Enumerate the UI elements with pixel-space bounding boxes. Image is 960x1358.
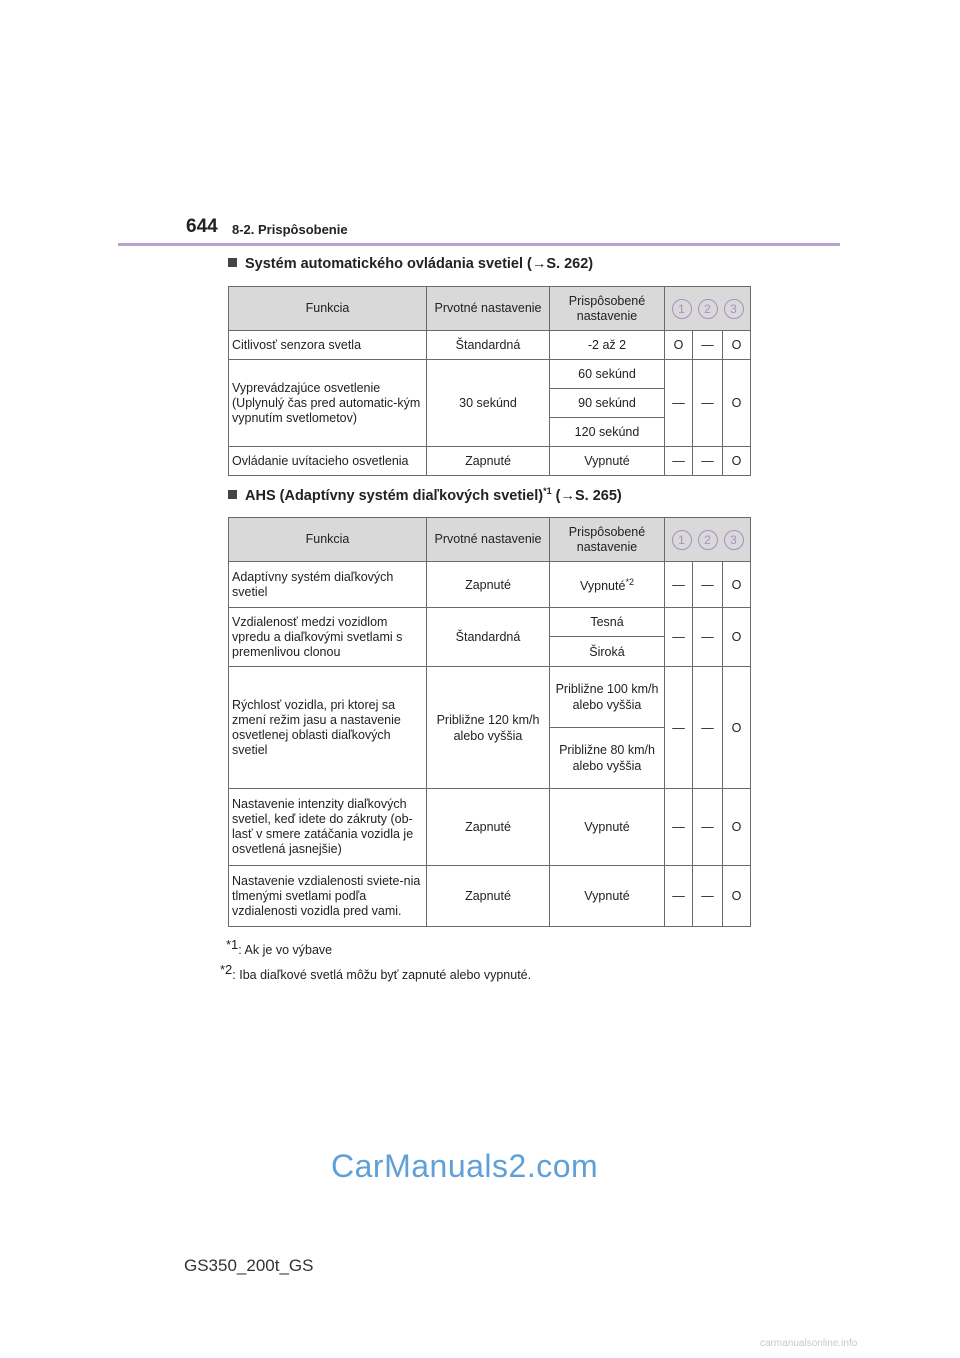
cell-default: Štandardná (427, 331, 550, 360)
cell-custom: Tesná (550, 608, 665, 637)
table-row (229, 789, 751, 866)
footer-model: GS350_200t_GS (184, 1256, 314, 1275)
cell-col1: — (665, 608, 693, 667)
cell-default: 30 sekúnd (427, 360, 550, 447)
footnote-2: $^{*2}$: Iba diaľkové svetlá môžu byť zapnuté alebo vypnuté. (220, 962, 532, 983)
cell-col3: O (723, 331, 751, 360)
section-title-ahs: AHS (Adaptívny systém diaľkových svetiel)$^{*1}$ (→S. 265) (228, 486, 622, 504)
cell-default: Zapnuté (427, 866, 550, 927)
table-header-row (229, 287, 751, 331)
cell-col1: — (665, 562, 693, 608)
cell-default: Zapnuté (427, 789, 550, 866)
cell-col1: — (665, 447, 693, 476)
cell-function: Ovládanie uvítacieho osvetlenia (229, 447, 427, 476)
cell-default: Štandardná (427, 608, 550, 667)
cell-col2: — (693, 608, 723, 667)
cell-col3: O (723, 667, 751, 789)
cell-function: Rýchlosť vozidla, pri ktorej sa zmení režim jasu a nastavenie osvetlenej oblasti diaľkových svetiel (229, 667, 427, 789)
chapter-title: 8-2. Prispôsobenie (232, 222, 348, 237)
cell-col2: — (693, 562, 723, 608)
cell-custom: -2 až 2 (550, 331, 665, 360)
cell-function: Vzdialenosť medzi vozidlom vpredu a diaľkovými svetlami s premenlivou clonou (229, 608, 427, 667)
cell-col3: O (723, 866, 751, 927)
circle-2-icon: 2 (698, 530, 718, 550)
cell-col3: O (723, 447, 751, 476)
cell-default: Približne 120 km/h alebo vyššia (427, 667, 550, 789)
cell-custom: Približne 80 km/h alebo vyššia (550, 728, 665, 789)
bullet-square-icon (228, 490, 237, 499)
cell-col2: — (693, 667, 723, 789)
footnote-1: $^{*1}$: Ak je vo výbave (226, 937, 333, 958)
cell-function: Adaptívny systém diaľkových svetiel (229, 562, 427, 608)
cell-default: Zapnuté (427, 562, 550, 608)
cell-function: Nastavenie intenzity diaľkových svetiel, keď idete do zákruty (ob-lasť v smere zatáčania vozidla je osvetlená jasnejšie) (229, 789, 427, 866)
table-row (229, 447, 751, 476)
circle-2-icon: 2 (698, 299, 718, 319)
cell-function: Citlivosť senzora svetla (229, 331, 427, 360)
circle-3-icon: 3 (724, 299, 744, 319)
cell-custom: 120 sekúnd (550, 418, 665, 447)
cell-custom: 90 sekúnd (550, 389, 665, 418)
cell-function: Vyprevádzajúce osvetlenie (Uplynulý čas pred automatic-kým vypnutím svetlometov) (229, 360, 427, 447)
table-row (229, 331, 751, 360)
cell-col2: — (693, 789, 723, 866)
watermark-text: CarManuals2.com (331, 1148, 599, 1184)
cell-col2: — (693, 360, 723, 447)
cell-col3: O (723, 562, 751, 608)
col-custom: Prispôsobené nastavenie (550, 518, 665, 562)
col-numbers (665, 518, 751, 562)
table-row (229, 562, 751, 608)
table-row (229, 866, 751, 927)
auto-lights-table (228, 286, 751, 476)
cell-function: Nastavenie vzdialenosti sviete-nia tlmenými svetlami podľa vzdialenosti vozidla pred vami. (229, 866, 427, 927)
col-custom: Prispôsobené nastavenie (550, 287, 665, 331)
footer-url: carmanualsonline.info (760, 1338, 858, 1349)
cell-custom: Vypnuté (550, 866, 665, 927)
cell-col3: O (723, 789, 751, 866)
circle-3-icon: 3 (724, 530, 744, 550)
bullet-square-icon (228, 258, 237, 267)
cell-custom: 60 sekúnd (550, 360, 665, 389)
col-default: Prvotné nastavenie (427, 518, 550, 562)
table-row (229, 608, 751, 637)
col-default: Prvotné nastavenie (427, 287, 550, 331)
cell-col2: — (693, 331, 723, 360)
circle-1-icon: 1 (672, 530, 692, 550)
circle-1-icon: 1 (672, 299, 692, 319)
section-title-auto-lights: Systém automatického ovládania svetiel (→S. 262) (228, 256, 593, 272)
table-row (229, 360, 751, 389)
col-function: Funkcia (229, 518, 427, 562)
page-number: 644 (186, 216, 218, 237)
cell-default: Zapnuté (427, 447, 550, 476)
table-header-row (229, 518, 751, 562)
cell-col1: — (665, 667, 693, 789)
cell-col2: — (693, 447, 723, 476)
header-divider (118, 243, 840, 246)
cell-custom: Vypnuté (550, 447, 665, 476)
ahs-table (228, 517, 751, 927)
cell-col2: — (693, 866, 723, 927)
table-row (229, 667, 751, 728)
cell-col1: O (665, 331, 693, 360)
cell-col3: O (723, 360, 751, 447)
cell-custom: Vypnuté$^{*2}$ (550, 562, 665, 608)
cell-custom: Približne 100 km/h alebo vyššia (550, 667, 665, 728)
cell-col3: O (723, 608, 751, 667)
cell-col1: — (665, 866, 693, 927)
cell-col1: — (665, 360, 693, 447)
col-numbers (665, 287, 751, 331)
cell-custom: Široká (550, 637, 665, 667)
cell-custom: Vypnuté (550, 789, 665, 866)
col-function: Funkcia (229, 287, 427, 331)
cell-col1: — (665, 789, 693, 866)
